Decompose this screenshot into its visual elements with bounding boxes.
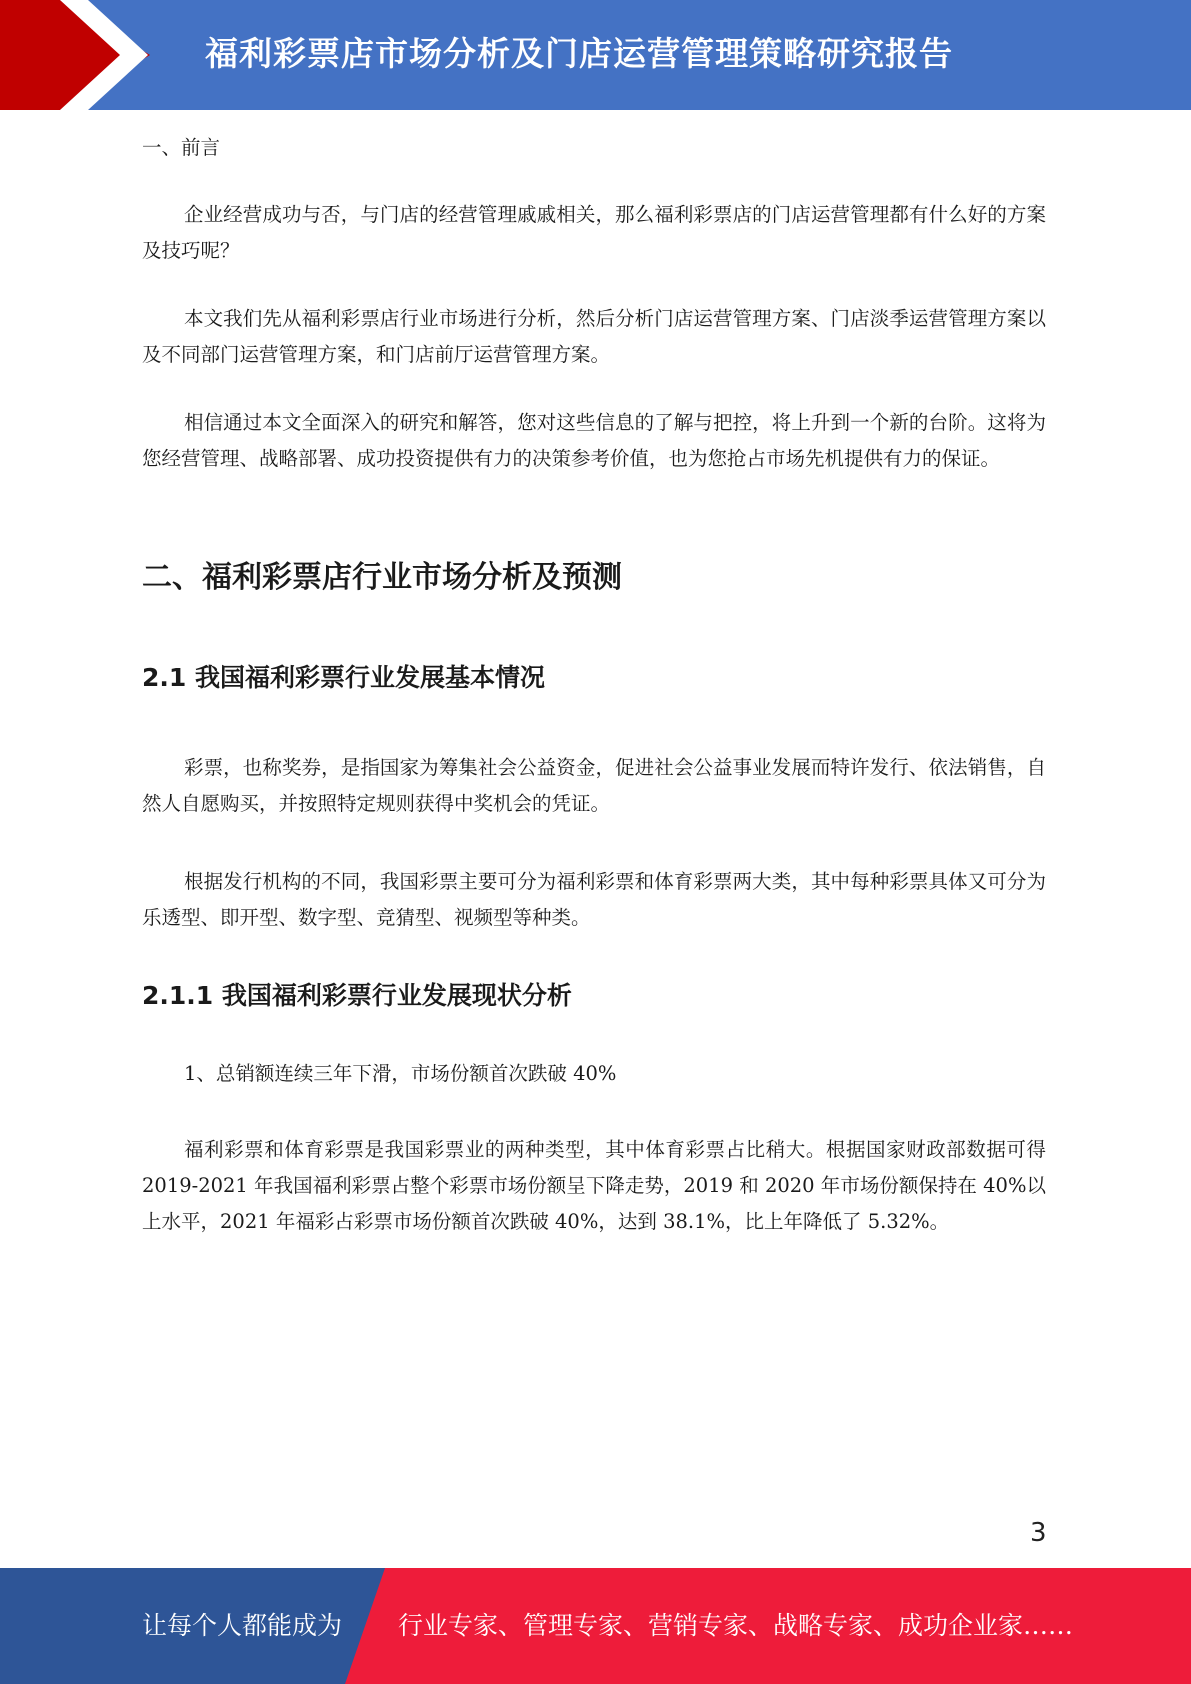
page-footer: [0, 1568, 1191, 1684]
preface-paragraph-3: 相信通过本文全面深入的研究和解答，您对这些信息的了解与把控，将上升到一个新的台阶。这将为您经营管理、战略部署、成功投资提供有力的决策参考价值，也为您抢占市场先机提供有力的保证。: [142, 411, 1046, 470]
subsection-heading-basic: 2.1 我国福利彩票行业发展基本情况: [142, 663, 545, 692]
status-point-1: 1、总销额连续三年下滑，市场份额首次跌破 40%: [184, 1062, 617, 1085]
footer-slogan-left: 让每个人都能成为: [142, 1611, 343, 1640]
footer-slogan-right: 行业专家、管理专家、营销专家、战略专家、成功企业家……: [398, 1611, 1074, 1640]
preface-paragraph-2: 本文我们先从福利彩票店行业市场进行分析，然后分析门店运营管理方案、门店淡季运营管理方案以及不同部门运营管理方案，和门店前厅运营管理方案。: [142, 307, 1046, 366]
page-header: [0, 0, 1191, 110]
subsubsection-heading-status: 2.1.1 我国福利彩票行业发展现状分析: [142, 981, 572, 1010]
preface-paragraph-1: 企业经营成功与否，与门店的经营管理戚戚相关，那么福利彩票店的门店运营管理都有什么好的方案及技巧呢？: [142, 203, 1046, 262]
basic-paragraph-1: 彩票，也称奖券，是指国家为筹集社会公益资金，促进社会公益事业发展而特许发行、依法销售，自然人自愿购买，并按照特定规则获得中奖机会的凭证。: [142, 756, 1046, 815]
page-number: 3: [1030, 1518, 1047, 1548]
basic-paragraph-2: 根据发行机构的不同，我国彩票主要可分为福利彩票和体育彩票两大类，其中每种彩票具体又可分为乐透型、即开型、数字型、竞猜型、视频型等种类。: [142, 870, 1046, 929]
preface-heading: 一、前言: [142, 136, 221, 159]
status-paragraph-1: 福利彩票和体育彩票是我国彩票业的两种类型，其中体育彩票占比稍大。根据国家财政部数据可得 2019-2021 年我国福利彩票占整个彩票市场份额呈下降走势，2019 和 2020 年市场份额保持在 40%以上水平，2021 年福彩占彩票市场份额首次跌破 40%，达到 38.1%，比上年降低了 5.32%。: [142, 1138, 1046, 1233]
header-title: 福利彩票店市场分析及门店运营管理策略研究报告: [205, 34, 953, 73]
section-heading-market: 二、福利彩票店行业市场分析及预测: [142, 560, 622, 595]
